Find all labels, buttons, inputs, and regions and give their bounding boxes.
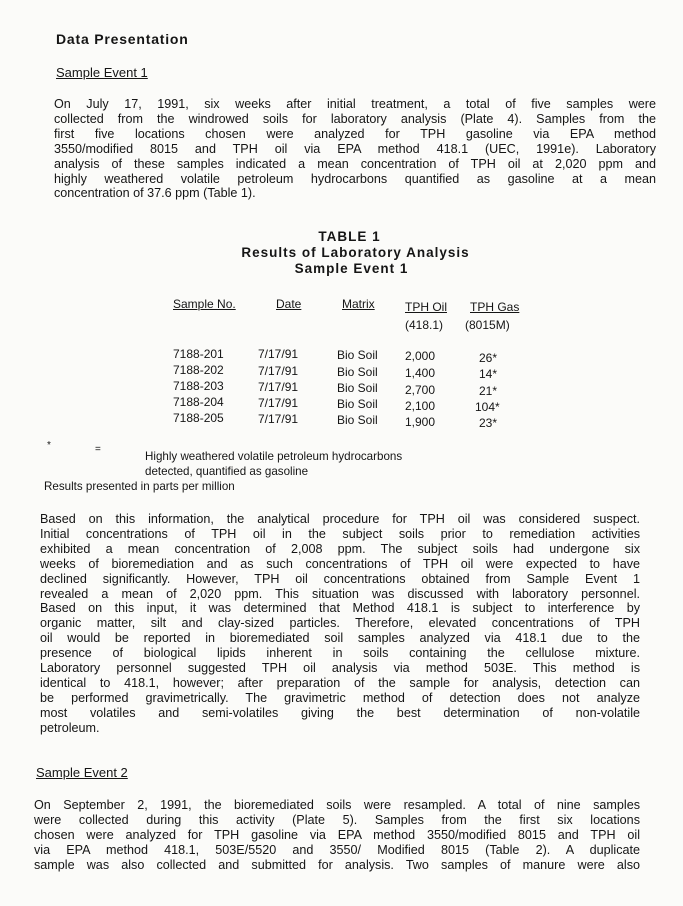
text-line: Based on this input, it was determined that Method 418.1 is subject to interference by <box>40 601 640 616</box>
cell-date: 7/17/91 <box>258 380 299 394</box>
cell-tph-gas: 21* <box>479 384 498 398</box>
cell-matrix: Bio Soil <box>337 413 378 427</box>
cell-tph-gas: 26* <box>479 351 498 365</box>
page-heading: Data Presentation <box>56 31 189 47</box>
column-subheader-method-oil: (418.1) <box>405 318 444 332</box>
text-line: petroleum. <box>40 720 100 735</box>
cell-matrix: Bio Soil <box>337 365 378 379</box>
units-note: Results presented in parts per million <box>44 480 235 493</box>
cell-sample-no: 7188-203 <box>173 379 224 393</box>
cell-sample-no: 7188-202 <box>173 363 224 377</box>
text-line: sample was also collected and submitted for analysis. Two samples of manure were also <box>34 857 640 872</box>
text-line: presence of biological lipids inherent in soils containing the cellulose mixture. <box>40 646 640 661</box>
cell-matrix: Bio Soil <box>337 348 378 362</box>
text-line: exhibited a mean concentration of 2,008 ppm. The subject soils had undergone six <box>40 541 640 556</box>
text-line: oil would be reported in bioremediated soil samples analyzed via 418.1 due to the <box>40 631 640 646</box>
column-header-sample-no: Sample No. <box>173 297 236 311</box>
cell-matrix: Bio Soil <box>337 397 378 411</box>
text-line: collected from the windrowed soils for laboratory analysis (Plate 4). Samples from the <box>54 111 656 126</box>
column-subheader-method-gas: (8015M) <box>465 318 510 332</box>
text-line: analysis of these samples indicated a mean concentration of TPH oil at 2,020 ppm and <box>54 156 656 171</box>
text-line: be performed gravimetrically. The gravimetric method of detection does not analyze <box>40 690 640 705</box>
cell-date: 7/17/91 <box>258 412 299 426</box>
cell-tph-oil: 1,900 <box>405 415 436 429</box>
cell-sample-no: 7188-205 <box>173 411 224 425</box>
text-line: declined significantly. However, TPH oil concentrations obtained from Sample Event 1 <box>40 571 640 586</box>
cell-date: 7/17/91 <box>258 396 299 410</box>
text-line: most volatiles and semi-volatiles giving the best determination of non-volatile <box>40 705 640 720</box>
footnote-marker: * <box>47 440 51 451</box>
text-line: Based on this information, the analytical procedure for TPH oil was considered suspect. <box>40 512 640 526</box>
text-line: via EPA method 418.1, 503E/5520 and 3550/ Modified 8015 (Table 2). A duplicate <box>34 842 640 857</box>
column-header-date: Date <box>276 297 302 311</box>
cell-tph-gas: 104* <box>475 400 500 414</box>
table-subtitle-event: Sample Event 1 <box>294 261 409 276</box>
text-line: concentration of 37.6 ppm (Table 1). <box>54 186 256 201</box>
table-title: TABLE 1 <box>318 229 381 244</box>
cell-sample-no: 7188-204 <box>173 395 224 409</box>
text-line: were collected during this activity (Plate 5). Samples from the first six locations <box>34 812 640 827</box>
cell-tph-gas: 14* <box>479 367 498 381</box>
text-line: first five locations chosen were analyzed for TPH gasoline via EPA method <box>54 126 656 141</box>
section-title-event-2: Sample Event 2 <box>36 765 128 780</box>
text-line: Laboratory personnel suggested TPH oil analysis via method 503E. This method is <box>40 661 640 676</box>
text-line: On July 17, 1991, six weeks after initial treatment, a total of five samples were <box>54 97 656 111</box>
cell-sample-no: 7188-201 <box>173 347 224 361</box>
column-header-matrix: Matrix <box>342 297 375 311</box>
text-line: highly weathered volatile petroleum hydrocarbons quantified as gasoline at a mean <box>54 171 656 186</box>
column-header-tph-oil: TPH Oil <box>405 300 447 314</box>
table-subtitle: Results of Laboratory Analysis <box>241 245 470 260</box>
text-line: 3550/modified 8015 and TPH oil via EPA method 418.1 (UEC, 1991e). Laboratory <box>54 141 656 156</box>
text-line: chosen were analyzed for TPH gasoline via EPA method 3550/modified 8015 and TPH oil <box>34 827 640 842</box>
cell-tph-oil: 2,700 <box>405 383 436 397</box>
text-line: On September 2, 1991, the bioremediated soils were resampled. A total of nine samples <box>34 798 640 812</box>
cell-tph-oil: 2,000 <box>405 349 436 363</box>
text-line: revealed a mean of 2,020 ppm. This situation was discussed with laboratory personnel. <box>40 586 640 601</box>
cell-date: 7/17/91 <box>258 347 299 361</box>
text-line: identical to 418.1, however; after preparation of the sample for analysis, detection can <box>40 675 640 690</box>
text-line: Initial concentrations of TPH oil in the subject soils prior to remediation activities <box>40 526 640 541</box>
text-line: weeks of bioremediation and as such concentrations of TPH oil were expected to have <box>40 556 640 571</box>
paragraph-event-1 <box>54 97 656 201</box>
text-line: organic matter, silt and clay-sized particles. Therefore, elevated concentrations of TPH <box>40 616 640 631</box>
paragraph-analysis <box>40 512 640 736</box>
footnote-text-line: Highly weathered volatile petroleum hydrocarbons <box>145 450 403 463</box>
cell-tph-gas: 23* <box>479 416 498 430</box>
section-title-event-1: Sample Event 1 <box>56 65 148 80</box>
column-header-tph-gas: TPH Gas <box>470 300 520 314</box>
footnote-equals: = <box>95 444 101 455</box>
footnote-text-line: detected, quantified as gasoline <box>145 465 309 478</box>
cell-tph-oil: 1,400 <box>405 366 436 380</box>
cell-matrix: Bio Soil <box>337 381 378 395</box>
cell-tph-oil: 2,100 <box>405 399 436 413</box>
cell-date: 7/17/91 <box>258 364 299 378</box>
paragraph-event-2 <box>34 798 640 873</box>
